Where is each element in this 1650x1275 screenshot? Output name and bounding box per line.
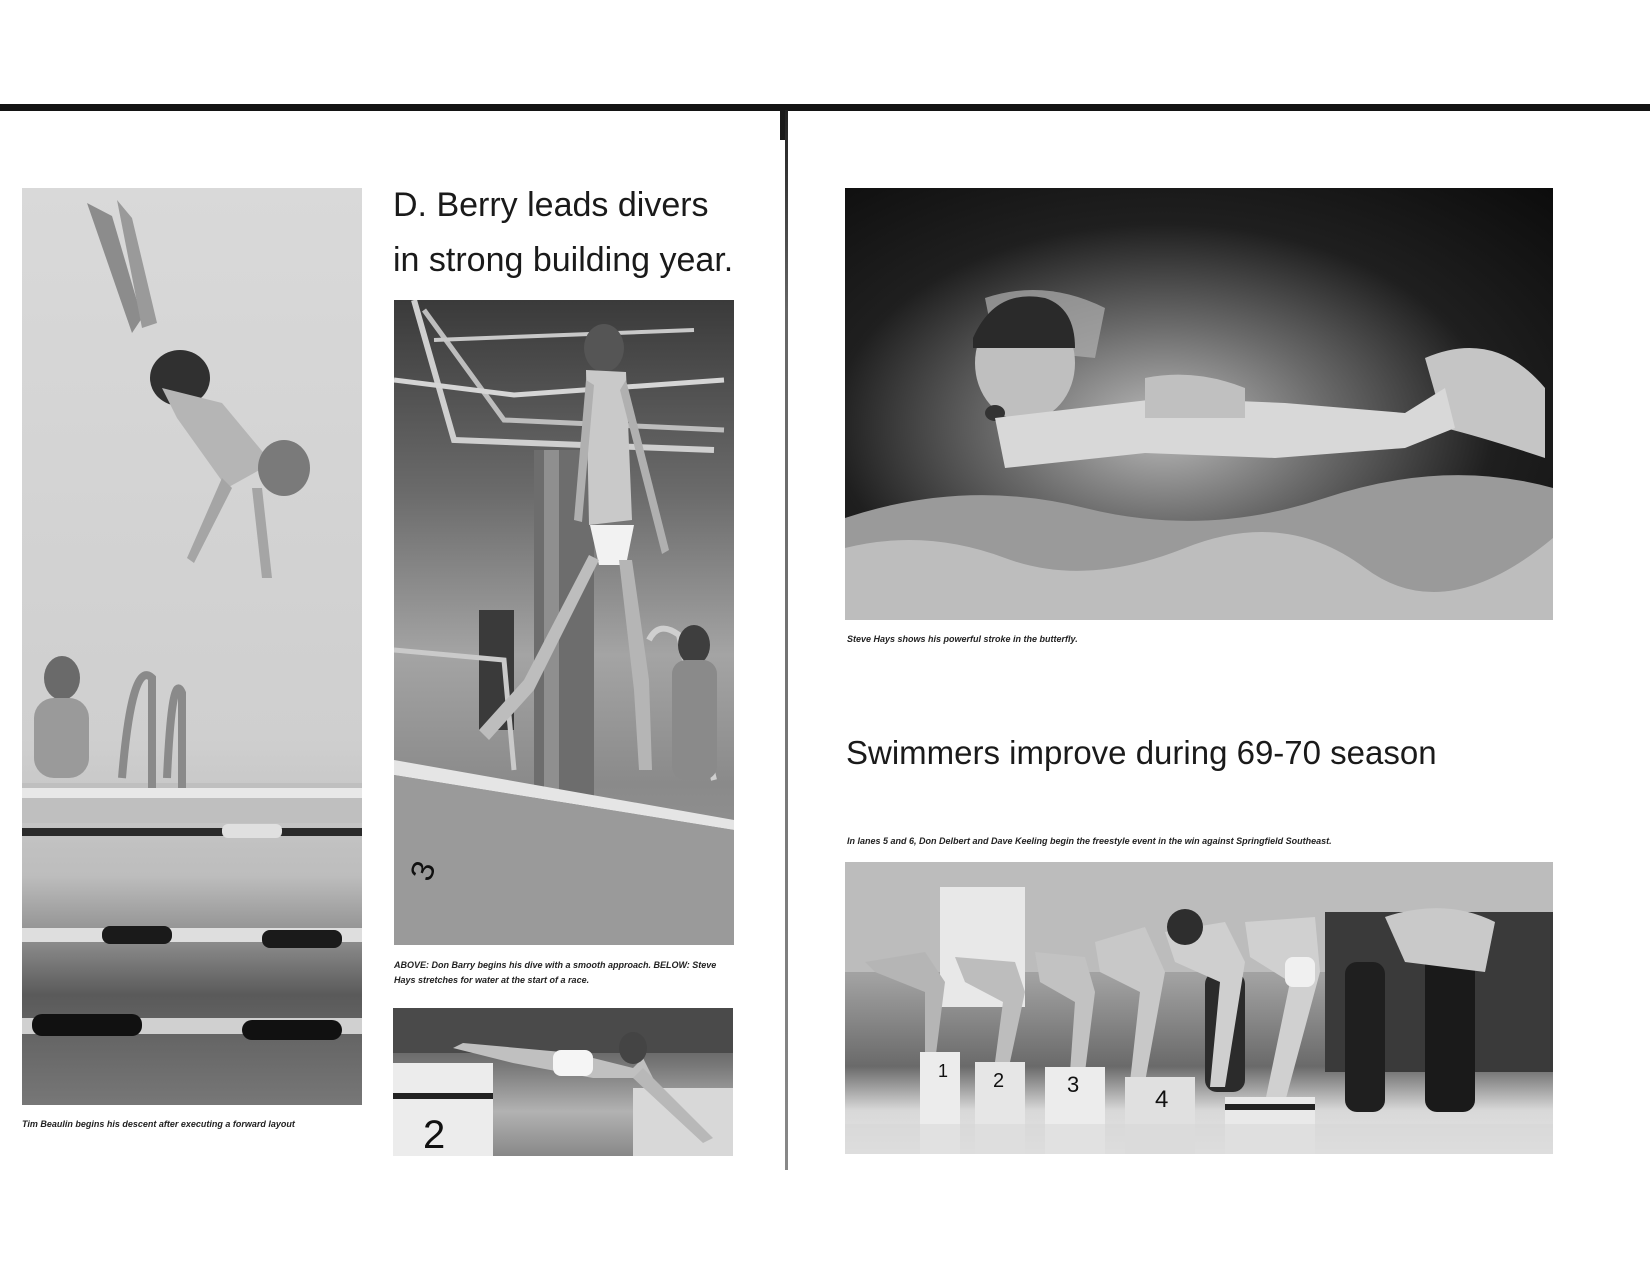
block-number-4: 4 <box>1155 1086 1169 1113</box>
photo-swimmer-stretching <box>393 1008 733 1156</box>
photo-butterfly-swimmer <box>845 188 1553 620</box>
block-number-1: 1 <box>938 1061 949 1081</box>
photo-freestyle-start <box>845 862 1553 1154</box>
top-page-edge <box>0 104 1650 111</box>
board-marker-number: 3 <box>402 856 443 886</box>
caption-butterfly: Steve Hays shows his powerful stroke in the butterfly. <box>847 634 1078 644</box>
caption-diver-descent: Tim Beaulin begins his descent after executing a forward layout <box>22 1119 295 1129</box>
left-headline <box>393 178 773 288</box>
caption-board-and-start: ABOVE: Don Barry begins his dive with a smooth approach. BELOW: Steve Hays stretches for water at the start of a race. <box>394 960 717 985</box>
book-spine <box>785 110 788 1170</box>
small-photo-lane-number: 2 <box>423 1113 446 1156</box>
left-headline-line2: in strong building year. <box>393 241 734 279</box>
right-headline: Swimmers improve during 69-70 season <box>846 734 1437 771</box>
block-number-3: 3 <box>1067 1072 1080 1097</box>
block-number-2: 2 <box>993 1070 1005 1092</box>
left-headline-line1: D. Berry leads divers <box>393 186 709 224</box>
caption-freestyle-start: In lanes 5 and 6, Don Delbert and Dave Keeling begin the freestyle event in the win against Springfield Southeast. <box>847 836 1332 846</box>
photo-diver-on-board <box>394 300 734 945</box>
photo-diver-midair <box>22 188 362 1105</box>
